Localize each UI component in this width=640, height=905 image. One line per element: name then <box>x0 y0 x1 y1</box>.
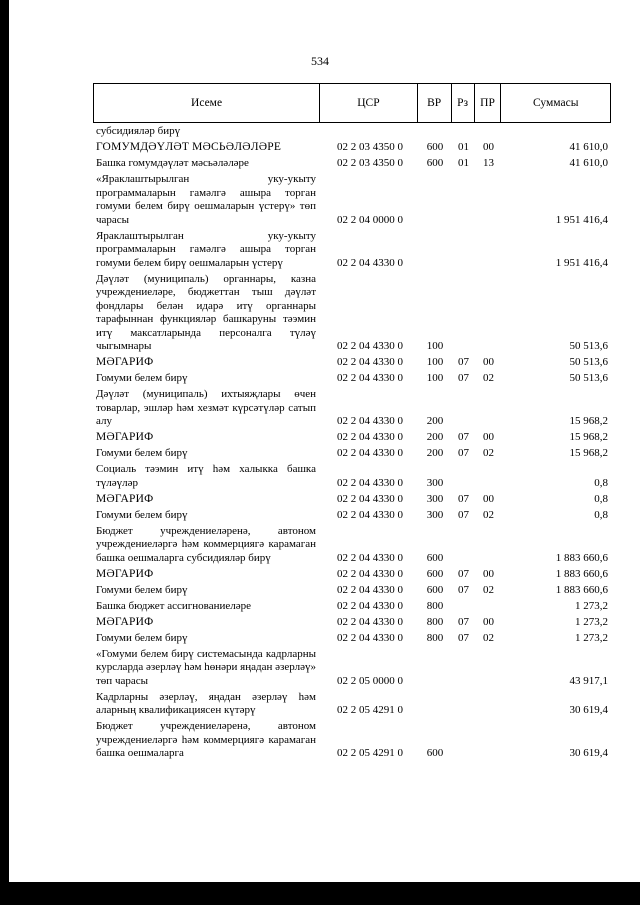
row-name-cell: Дәүләт (муниципаль) органнары, казна учреждениеләре, бюджеттан тыш дәүләт фондлары белән идарә итү органнары тарафыннан функцияләр башкаруны тәэмин итү максатларында персоналга түләү чыгымнары <box>96 272 316 352</box>
table-row <box>93 173 611 227</box>
page-number: 534 <box>311 54 329 68</box>
row-csr-cell: 02 2 04 4330 0 <box>337 551 403 564</box>
row-name-cell: Социаль тәэмин итү һәм халыкка башка түләүләр <box>96 463 316 489</box>
row-name-cell: МӘГАРИФ <box>96 431 154 443</box>
row-name-cell: ГОМУМДӘҮЛӘТ МӘСЬӘЛӘЛӘРЕ <box>96 141 282 153</box>
table-row <box>93 141 611 155</box>
row-vr-cell: 600 <box>426 747 444 759</box>
row-csr-cell: 02 2 04 4330 0 <box>337 583 403 596</box>
row-name-cell: Гомуми белем бирү <box>96 447 188 459</box>
row-csr-cell: 02 2 04 4330 0 <box>337 476 403 489</box>
table-row <box>93 463 611 490</box>
row-name-cell: «Гомуми белем бирү системасында кадрларны курсларда әзерләү һәм һөнәри яңадан әзерләү» төп чарасы <box>96 647 316 687</box>
row-name-cell: Гомуми белем бирү <box>96 583 188 596</box>
table-row <box>93 632 611 646</box>
row-name-cell: Башка бюджет ассигнованиеләре <box>96 599 251 612</box>
row-pr-cell: 02 <box>483 508 494 521</box>
row-sum-cell: 0,8 <box>594 476 608 489</box>
row-sum-cell: 15 968,2 <box>569 447 608 459</box>
header-rz: Рз <box>452 84 475 122</box>
row-sum-cell: 1 883 660,6 <box>555 583 608 596</box>
row-csr-cell: 02 2 04 4330 0 <box>337 447 403 459</box>
row-csr-cell: 02 2 05 4291 0 <box>337 704 403 716</box>
row-csr-cell: 02 2 03 4350 0 <box>337 157 403 169</box>
table-row <box>93 493 611 507</box>
row-sum-cell: 41 610,0 <box>569 157 608 169</box>
row-vr-cell: 200 <box>426 431 444 443</box>
row-rz-cell: 01 <box>458 141 469 153</box>
row-name-cell: МӘГАРИФ <box>96 567 154 580</box>
row-rz-cell: 07 <box>458 615 469 628</box>
table-row <box>93 691 611 718</box>
row-sum-cell: 41 610,0 <box>569 141 608 153</box>
table-row <box>93 230 611 271</box>
table-row <box>93 600 611 614</box>
row-csr-cell: 02 2 04 4330 0 <box>337 431 403 443</box>
table-row <box>93 157 611 171</box>
row-rz-cell: 07 <box>458 372 469 384</box>
row-vr-cell: 800 <box>426 631 444 644</box>
row-vr-cell: 600 <box>426 583 444 596</box>
row-vr-cell: 300 <box>426 492 444 505</box>
row-vr-cell: 600 <box>426 141 444 153</box>
row-rz-cell: 07 <box>458 492 469 505</box>
table-row <box>93 356 611 370</box>
scan-border-bottom <box>0 882 640 905</box>
row-csr-cell: 02 2 04 4330 0 <box>337 356 403 368</box>
row-sum-cell: 1 883 660,6 <box>555 551 608 564</box>
row-csr-cell: 02 2 04 4330 0 <box>337 415 403 427</box>
row-pr-cell: 00 <box>483 615 494 628</box>
row-rz-cell: 07 <box>458 508 469 521</box>
row-pr-cell: 02 <box>483 372 494 384</box>
table-row <box>93 525 611 566</box>
row-csr-cell: 02 2 05 0000 0 <box>337 674 403 687</box>
table-row <box>93 388 611 429</box>
row-sum-cell: 15 968,2 <box>569 431 608 443</box>
row-pr-cell: 00 <box>483 141 494 153</box>
row-name-cell: Кадрларны әзерләү, яңадан әзерләү һәм аларның квалификациясен күтәрү <box>96 690 316 716</box>
row-sum-cell: 43 917,1 <box>569 674 608 687</box>
row-rz-cell: 07 <box>458 447 469 459</box>
row-vr-cell: 800 <box>426 615 444 628</box>
row-sum-cell: 50 513,6 <box>569 340 608 352</box>
row-rz-cell: 07 <box>458 583 469 596</box>
row-vr-cell: 200 <box>426 415 444 427</box>
row-name-cell: Дәүләт (муниципаль) ихтыяҗлары өчен товарлар, эшләр һәм хезмәт күрсәтүләр сатып алу <box>96 388 316 427</box>
row-sum-cell: 1 951 416,4 <box>555 213 608 226</box>
row-csr-cell: 02 2 04 4330 0 <box>337 492 403 505</box>
row-pr-cell: 02 <box>483 631 494 644</box>
header-name: Исеме <box>94 84 320 122</box>
row-name-cell: МӘГАРИФ <box>96 615 154 628</box>
row-sum-cell: 1 273,2 <box>575 599 608 612</box>
table-row <box>93 509 611 523</box>
row-vr-cell: 300 <box>426 476 444 489</box>
row-name-cell: субсидияләр бирү <box>96 125 181 137</box>
row-rz-cell: 07 <box>458 356 469 368</box>
row-name-cell: Гомуми белем бирү <box>96 372 188 384</box>
row-sum-cell: 30 619,4 <box>569 704 608 716</box>
table-row <box>93 584 611 598</box>
table-row <box>93 616 611 630</box>
row-pr-cell: 00 <box>483 431 494 443</box>
table-row <box>93 431 611 445</box>
row-name-cell: Башка гомумдәүләт мәсьәләләре <box>96 157 249 169</box>
row-csr-cell: 02 2 04 4330 0 <box>337 508 403 521</box>
row-sum-cell: 30 619,4 <box>569 747 608 759</box>
row-csr-cell: 02 2 04 4330 0 <box>337 372 403 384</box>
row-rz-cell: 01 <box>458 157 469 169</box>
row-sum-cell: 1 273,2 <box>575 615 608 628</box>
row-name-cell: Гомуми белем бирү <box>96 631 188 644</box>
row-sum-cell: 1 883 660,6 <box>555 567 608 580</box>
row-vr-cell: 200 <box>426 447 444 459</box>
row-pr-cell: 00 <box>483 567 494 580</box>
table-row <box>93 273 611 354</box>
row-sum-cell: 15 968,2 <box>569 415 608 427</box>
table-header <box>93 83 611 123</box>
row-name-cell: МӘГАРИФ <box>96 492 154 505</box>
row-vr-cell: 600 <box>426 567 444 580</box>
row-vr-cell: 100 <box>426 372 444 384</box>
budget-table <box>93 83 611 763</box>
table-row <box>93 125 611 139</box>
table-body <box>93 123 611 761</box>
row-name-cell: Гомуми белем бирү <box>96 508 188 521</box>
scan-border-left <box>0 0 9 905</box>
row-name-cell: МӘГАРИФ <box>96 356 154 368</box>
row-rz-cell: 07 <box>458 431 469 443</box>
header-sum: Суммасы <box>533 97 579 109</box>
row-csr-cell: 02 2 04 4330 0 <box>337 599 403 612</box>
row-sum-cell: 50 513,6 <box>569 372 608 384</box>
table-row <box>93 720 611 761</box>
row-pr-cell: 02 <box>483 447 494 459</box>
table-row <box>93 447 611 461</box>
row-vr-cell: 100 <box>426 356 444 368</box>
row-vr-cell: 300 <box>426 508 444 521</box>
row-csr-cell: 02 2 03 4350 0 <box>337 141 403 153</box>
row-vr-cell: 800 <box>426 599 444 612</box>
row-csr-cell: 02 2 04 4330 0 <box>337 256 403 269</box>
row-rz-cell: 07 <box>458 631 469 644</box>
row-vr-cell: 100 <box>426 340 444 352</box>
row-name-cell: Яраклаштырылган уку-укыту программаларын гамәлгә ашыра торган гомуми белем бирү оешмаларын үстерү <box>96 229 316 269</box>
row-vr-cell: 600 <box>426 157 444 169</box>
header-csr: ЦСР <box>320 84 418 122</box>
header-pr: ПР <box>475 84 502 122</box>
row-sum-cell: 0,8 <box>594 492 608 505</box>
row-csr-cell: 02 2 04 0000 0 <box>337 213 403 226</box>
row-sum-cell: 1 951 416,4 <box>555 256 608 269</box>
row-pr-cell: 13 <box>483 157 494 169</box>
row-pr-cell: 00 <box>483 492 494 505</box>
row-csr-cell: 02 2 04 4330 0 <box>337 631 403 644</box>
row-rz-cell: 07 <box>458 567 469 580</box>
row-pr-cell: 02 <box>483 583 494 596</box>
row-sum-cell: 1 273,2 <box>575 631 608 644</box>
row-csr-cell: 02 2 04 4330 0 <box>337 567 403 580</box>
row-csr-cell: 02 2 05 4291 0 <box>337 747 403 759</box>
row-name-cell: Бюджет учреждениеләренә, автоном учреждениеләргә һәм коммерциягә карамаган башка оешмаларга субсидияләр бирү <box>96 524 316 564</box>
row-pr-cell: 00 <box>483 356 494 368</box>
table-row <box>93 648 611 689</box>
row-sum-cell: 50 513,6 <box>569 356 608 368</box>
row-csr-cell: 02 2 04 4330 0 <box>337 615 403 628</box>
row-sum-cell: 0,8 <box>594 508 608 521</box>
row-vr-cell: 600 <box>426 551 444 564</box>
table-row <box>93 568 611 582</box>
header-vr: ВР <box>418 84 452 122</box>
row-csr-cell: 02 2 04 4330 0 <box>337 340 403 352</box>
row-name-cell: «Яраклаштырылган уку-укыту программаларын гамәлгә ашыра торган гомуми белем бирү оешмаларын үстерү» төп чарасы <box>96 173 316 226</box>
table-row <box>93 372 611 386</box>
row-name-cell: Бюджет учреждениеләренә, автоном учреждениеләргә һәм коммерциягә карамаган башка оешмаларга <box>96 720 316 759</box>
